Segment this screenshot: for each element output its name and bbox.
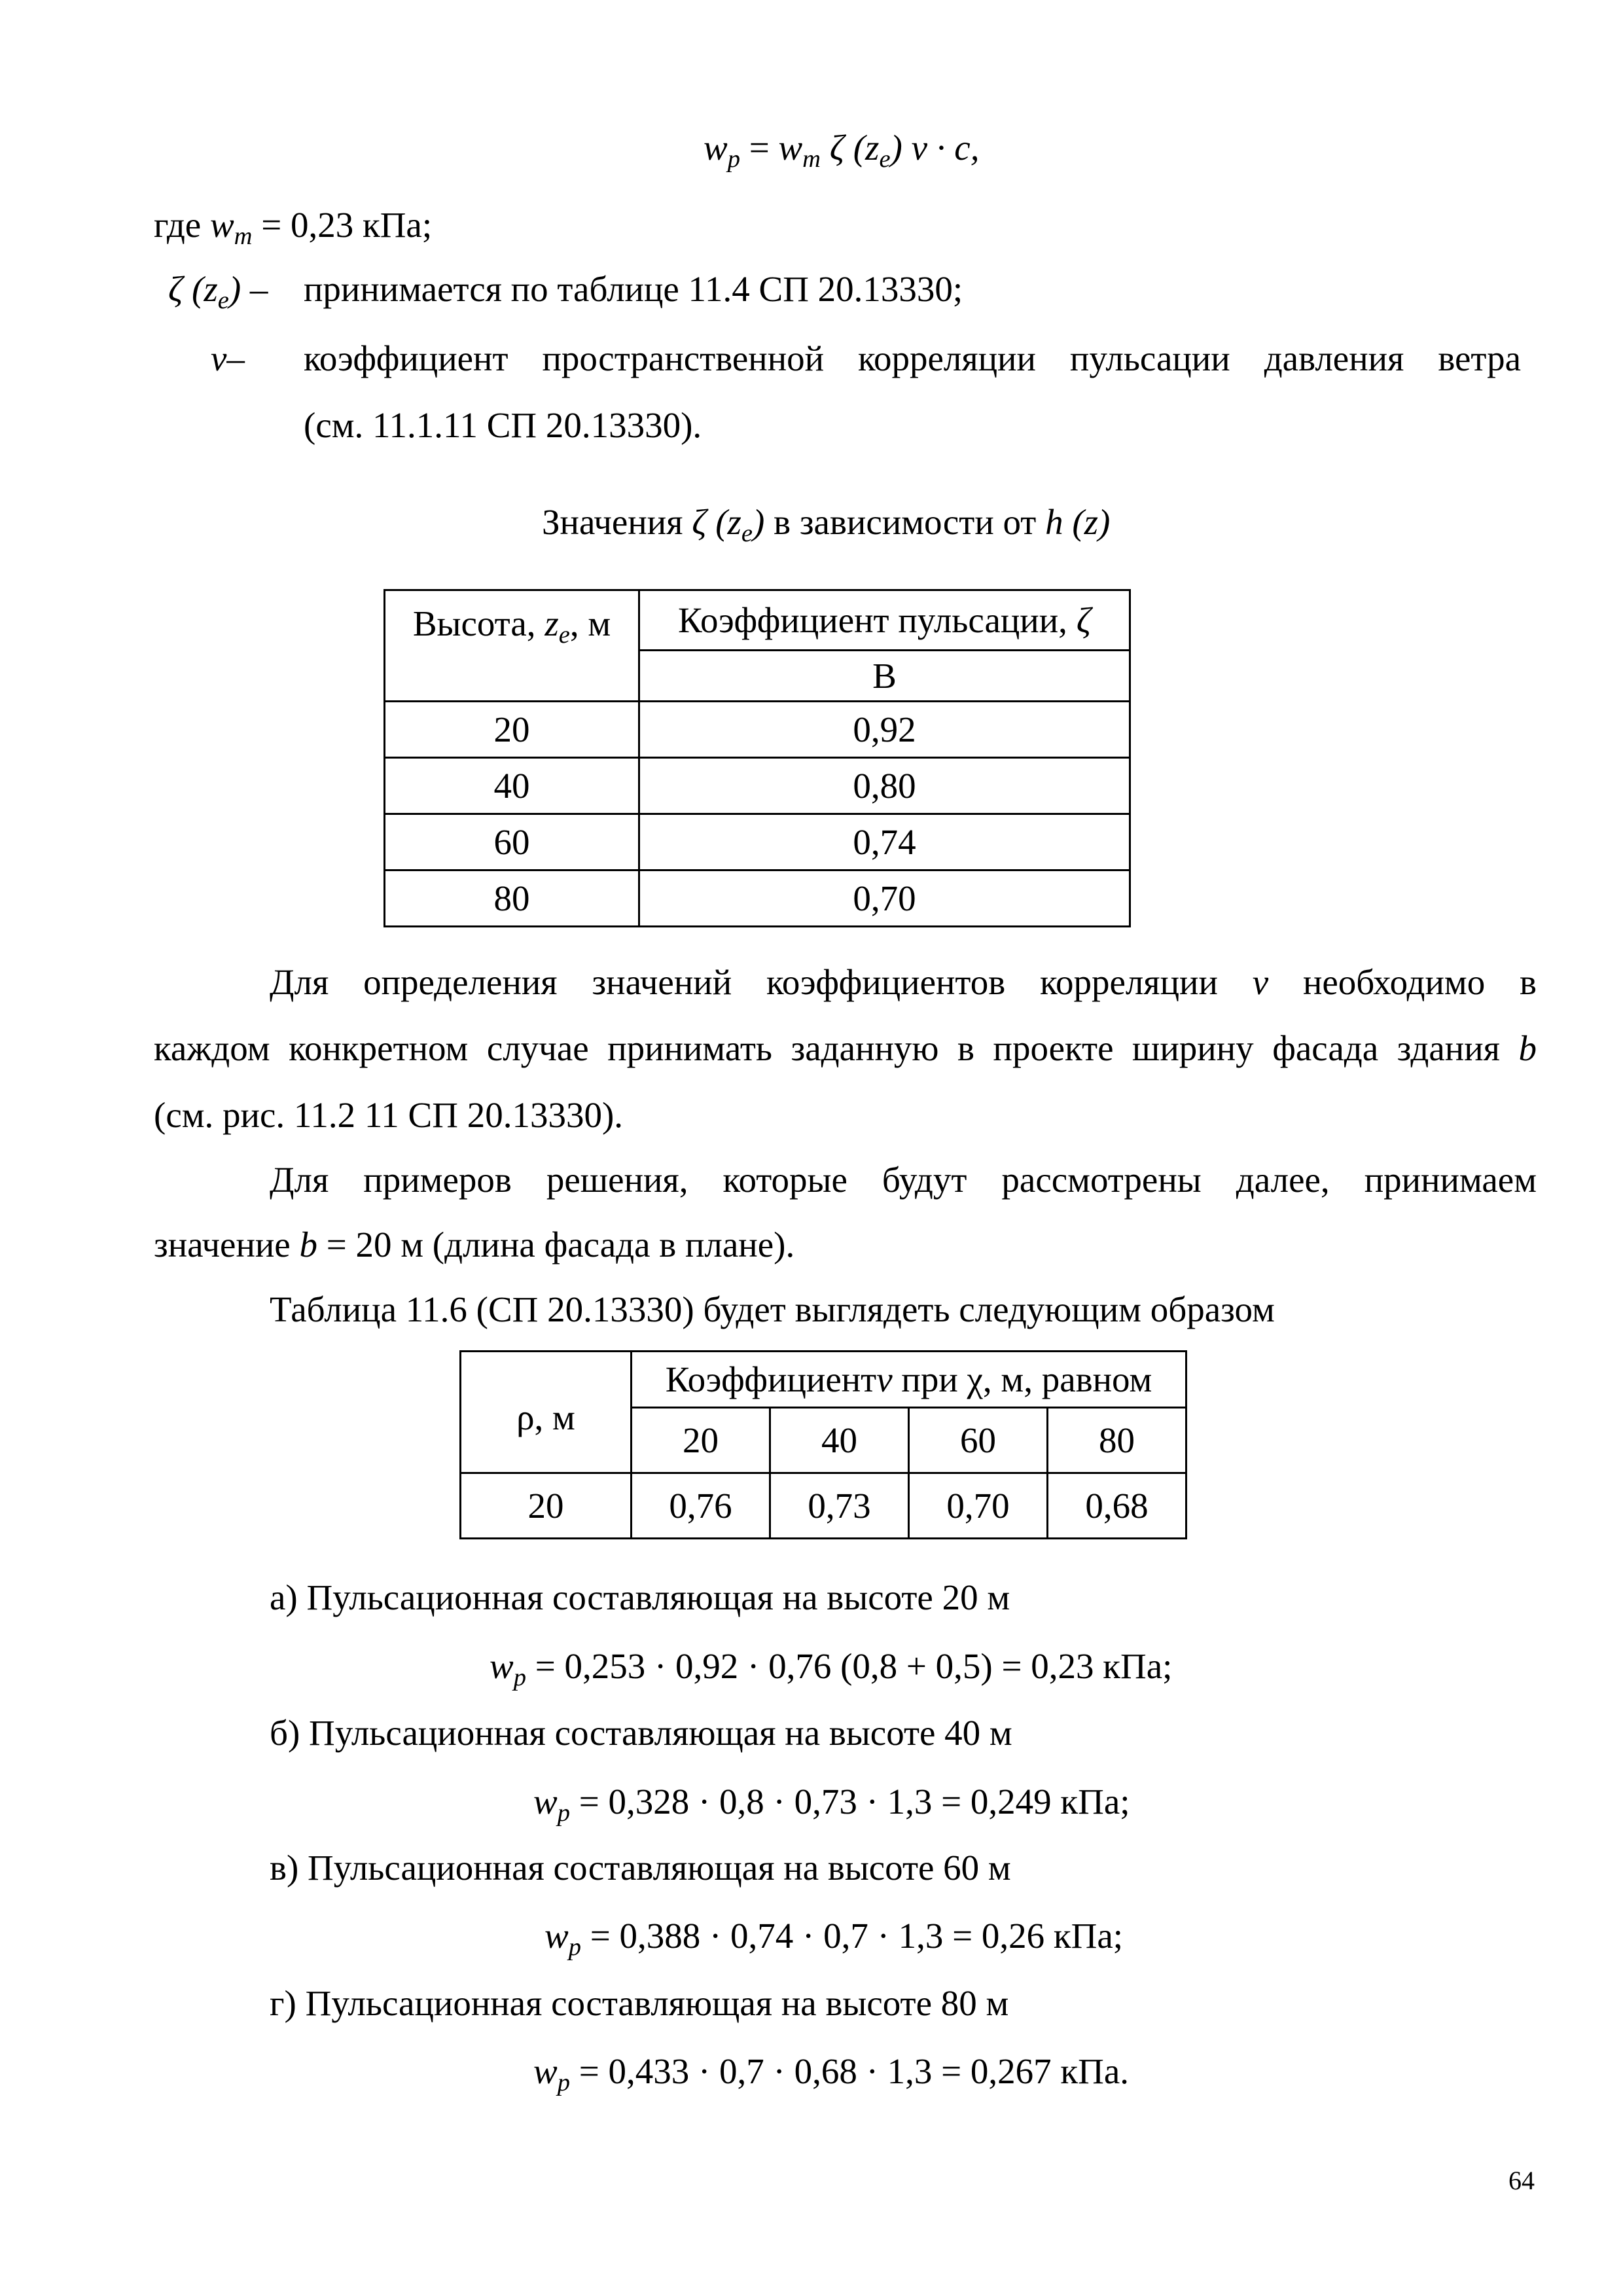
nu-value: 0,76	[632, 1473, 770, 1539]
nu-description-line2: (см. 11.1.11 СП 20.13330).	[304, 405, 702, 445]
page-number: 64	[1508, 2166, 1535, 2195]
calc-b-label: б) Пульсационная составляющая на высоте 40 м	[270, 1713, 1012, 1753]
chi-value: 80	[1048, 1408, 1186, 1473]
where-label: где	[154, 205, 202, 245]
calc-a-formula: $w_p = 0,253 \cdot 0,92 \cdot 0,76$ (0,8 + 0,5) = 0,23 кПа;	[490, 1646, 1173, 1691]
calc-d-label: г) Пульсационная составляющая на высоте 80 м	[270, 1983, 1009, 2023]
para1-line2: каждом конкретном случае принимать заданную в проекте ширину фасада здания b	[154, 1028, 1537, 1068]
rho-value: 20	[461, 1473, 632, 1539]
para1-line1: Для определения значений коэффициентов корреляции ν необходимо в	[270, 962, 1537, 1002]
nu-value: 0,68	[1048, 1473, 1186, 1539]
calc-d-formula: $w_p = 0,433 \cdot 0,7 \cdot 0,68 \cdot 1,3 = 0,267$ кПа.	[533, 2051, 1130, 2096]
calc-a-label: а) Пульсационная составляющая на высоте 20 м	[270, 1577, 1010, 1617]
coef-header: Коэффициент пульсации, ζ	[639, 590, 1130, 651]
main-formula: $w_p = w_m$ ζ $(z_e) \nu \cdot c$,	[704, 128, 980, 173]
table-row: 80 0,70	[385, 870, 1130, 927]
where-zeta: ζ $(z_e)$ –	[168, 269, 268, 314]
table-row	[461, 1473, 1186, 1539]
terrain-type-header: B	[639, 651, 1130, 702]
calc-c-label: в) Пульсационная составляющая на высоте 60 м	[270, 1848, 1011, 1888]
nu-value: 0,73	[770, 1473, 909, 1539]
nu-description-line1: коэффициент пространственной корреляции пульсации давления ветра	[304, 338, 1521, 378]
nu-table	[459, 1350, 1187, 1539]
calc-b-formula: $w_p = 0,328 \cdot 0,8 \cdot 0,73 \cdot 1,3 = 0,249$ кПа;	[533, 1782, 1130, 1827]
wm-value: = 0,23 кПа;	[252, 205, 433, 245]
para3: Таблица 11.6 (СП 20.13330) будет выглядеть следующим образом	[270, 1289, 1275, 1329]
height-header: Высота, $z_e$, м	[385, 590, 639, 702]
table-row: 20 0,92	[385, 702, 1130, 758]
para2-line2: значение b = 20 м (длина фасада в плане).	[154, 1225, 795, 1265]
chi-value: 60	[909, 1408, 1048, 1473]
rho-header: ρ, м	[461, 1352, 632, 1473]
nu-value: 0,70	[909, 1473, 1048, 1539]
formula-tail: ν · c,	[902, 128, 980, 168]
coef-nu-header: Коэффициентν при χ, м, равном	[632, 1352, 1186, 1408]
table-row: 60 0,74	[385, 814, 1130, 870]
where-nu: ν–	[211, 338, 245, 378]
table1-caption: Значения ζ $(z_e)$ в зависимости от h (z)	[542, 502, 1111, 547]
formula-var: w	[704, 128, 728, 168]
chi-value: 40	[770, 1408, 909, 1473]
para2-line1: Для примеров решения, которые будут рассмотрены далее, принимаем	[270, 1160, 1537, 1200]
chi-value: 20	[632, 1408, 770, 1473]
zeta-description: принимается по таблице 11.4 СП 20.13330;	[304, 269, 963, 309]
calc-c-formula: $w_p = 0,388 \cdot 0,74 \cdot 0,7 \cdot 1,3 = 0,26$ кПа;	[544, 1916, 1124, 1961]
table-row: 40 0,80	[385, 758, 1130, 814]
where-wm: где $w_m = 0,23$ кПа;	[154, 205, 433, 250]
para1-line3: (см. рис. 11.2 11 СП 20.13330).	[154, 1095, 624, 1135]
zeta-table	[383, 589, 1131, 927]
